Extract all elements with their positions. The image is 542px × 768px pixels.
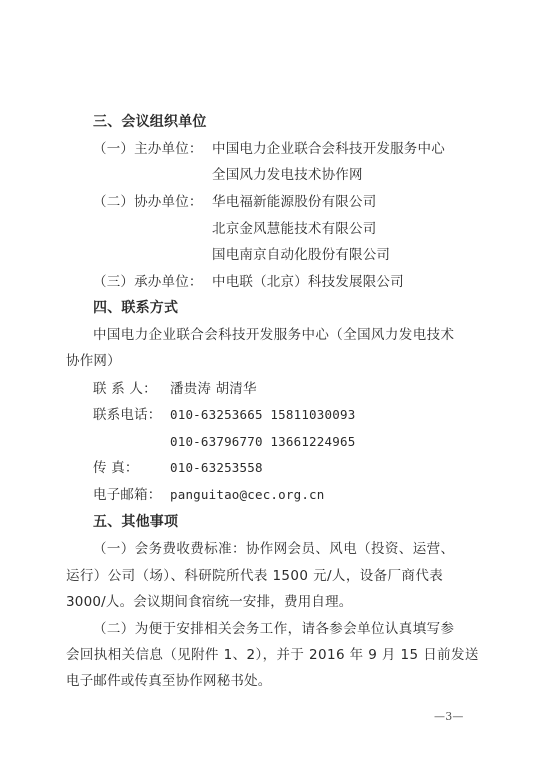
- email-value: panguitao@cec.org.cn: [170, 487, 325, 502]
- fee-paragraph-line-1: （一）会务费收费标准：协作网会员、风电（投资、运营、: [93, 541, 455, 557]
- phone-row-2: 010-63796770 13661224965: [170, 434, 356, 449]
- section4-heading: 四、联系方式: [93, 300, 179, 316]
- registration-paragraph-line-3: 电子邮件或传真至协作网秘书处。: [66, 673, 272, 689]
- contact-org-line-2: 协作网）: [66, 353, 121, 369]
- phone-row-1: 010-63253665 15811030093: [170, 407, 356, 422]
- page-number: —3—: [434, 710, 464, 723]
- host-label: （一）主办单位：: [93, 141, 203, 157]
- registration-paragraph-line-2: 会回执相关信息（见附件 1、2），并于 2016 年 9 月 15 日前发送: [66, 647, 479, 663]
- contact-person-label: 联 系 人：: [93, 381, 157, 397]
- undertake-org: 中电联（北京）科技发展限公司: [212, 274, 404, 290]
- fax-label: 传 真：: [93, 460, 139, 476]
- contact-person-names: 潘贵涛 胡清华: [170, 381, 257, 397]
- co-label: （二）协办单位：: [93, 194, 203, 210]
- host-org-2: 全国风力发电技术协作网: [212, 167, 363, 183]
- registration-paragraph-line-1: （二）为便于安排相关会务工作，请各参会单位认真填写参: [93, 621, 455, 637]
- email-label: 电子邮箱：: [93, 487, 162, 503]
- host-org-1: 中国电力企业联合会科技开发服务中心: [212, 141, 445, 157]
- undertake-label: （三）承办单位：: [93, 274, 203, 290]
- co-org-1: 华电福新能源股份有限公司: [212, 194, 377, 210]
- section5-heading: 五、其他事项: [93, 514, 179, 530]
- co-org-3: 国电南京自动化股份有限公司: [212, 247, 391, 263]
- fee-paragraph-line-2: 运行）公司（场）、科研院所代表 1500 元/人，设备厂商代表: [66, 568, 444, 584]
- fax-value: 010-63253558: [170, 460, 263, 475]
- fee-paragraph-line-3: 3000/人。会议期间食宿统一安排，费用自理。: [66, 594, 353, 610]
- co-org-2: 北京金风慧能技术有限公司: [212, 221, 377, 237]
- section3-heading: 三、会议组织单位: [93, 114, 207, 130]
- contact-org-line-1: 中国电力企业联合会科技开发服务中心（全国风力发电技术: [93, 327, 455, 343]
- phone-label: 联系电话：: [93, 407, 162, 423]
